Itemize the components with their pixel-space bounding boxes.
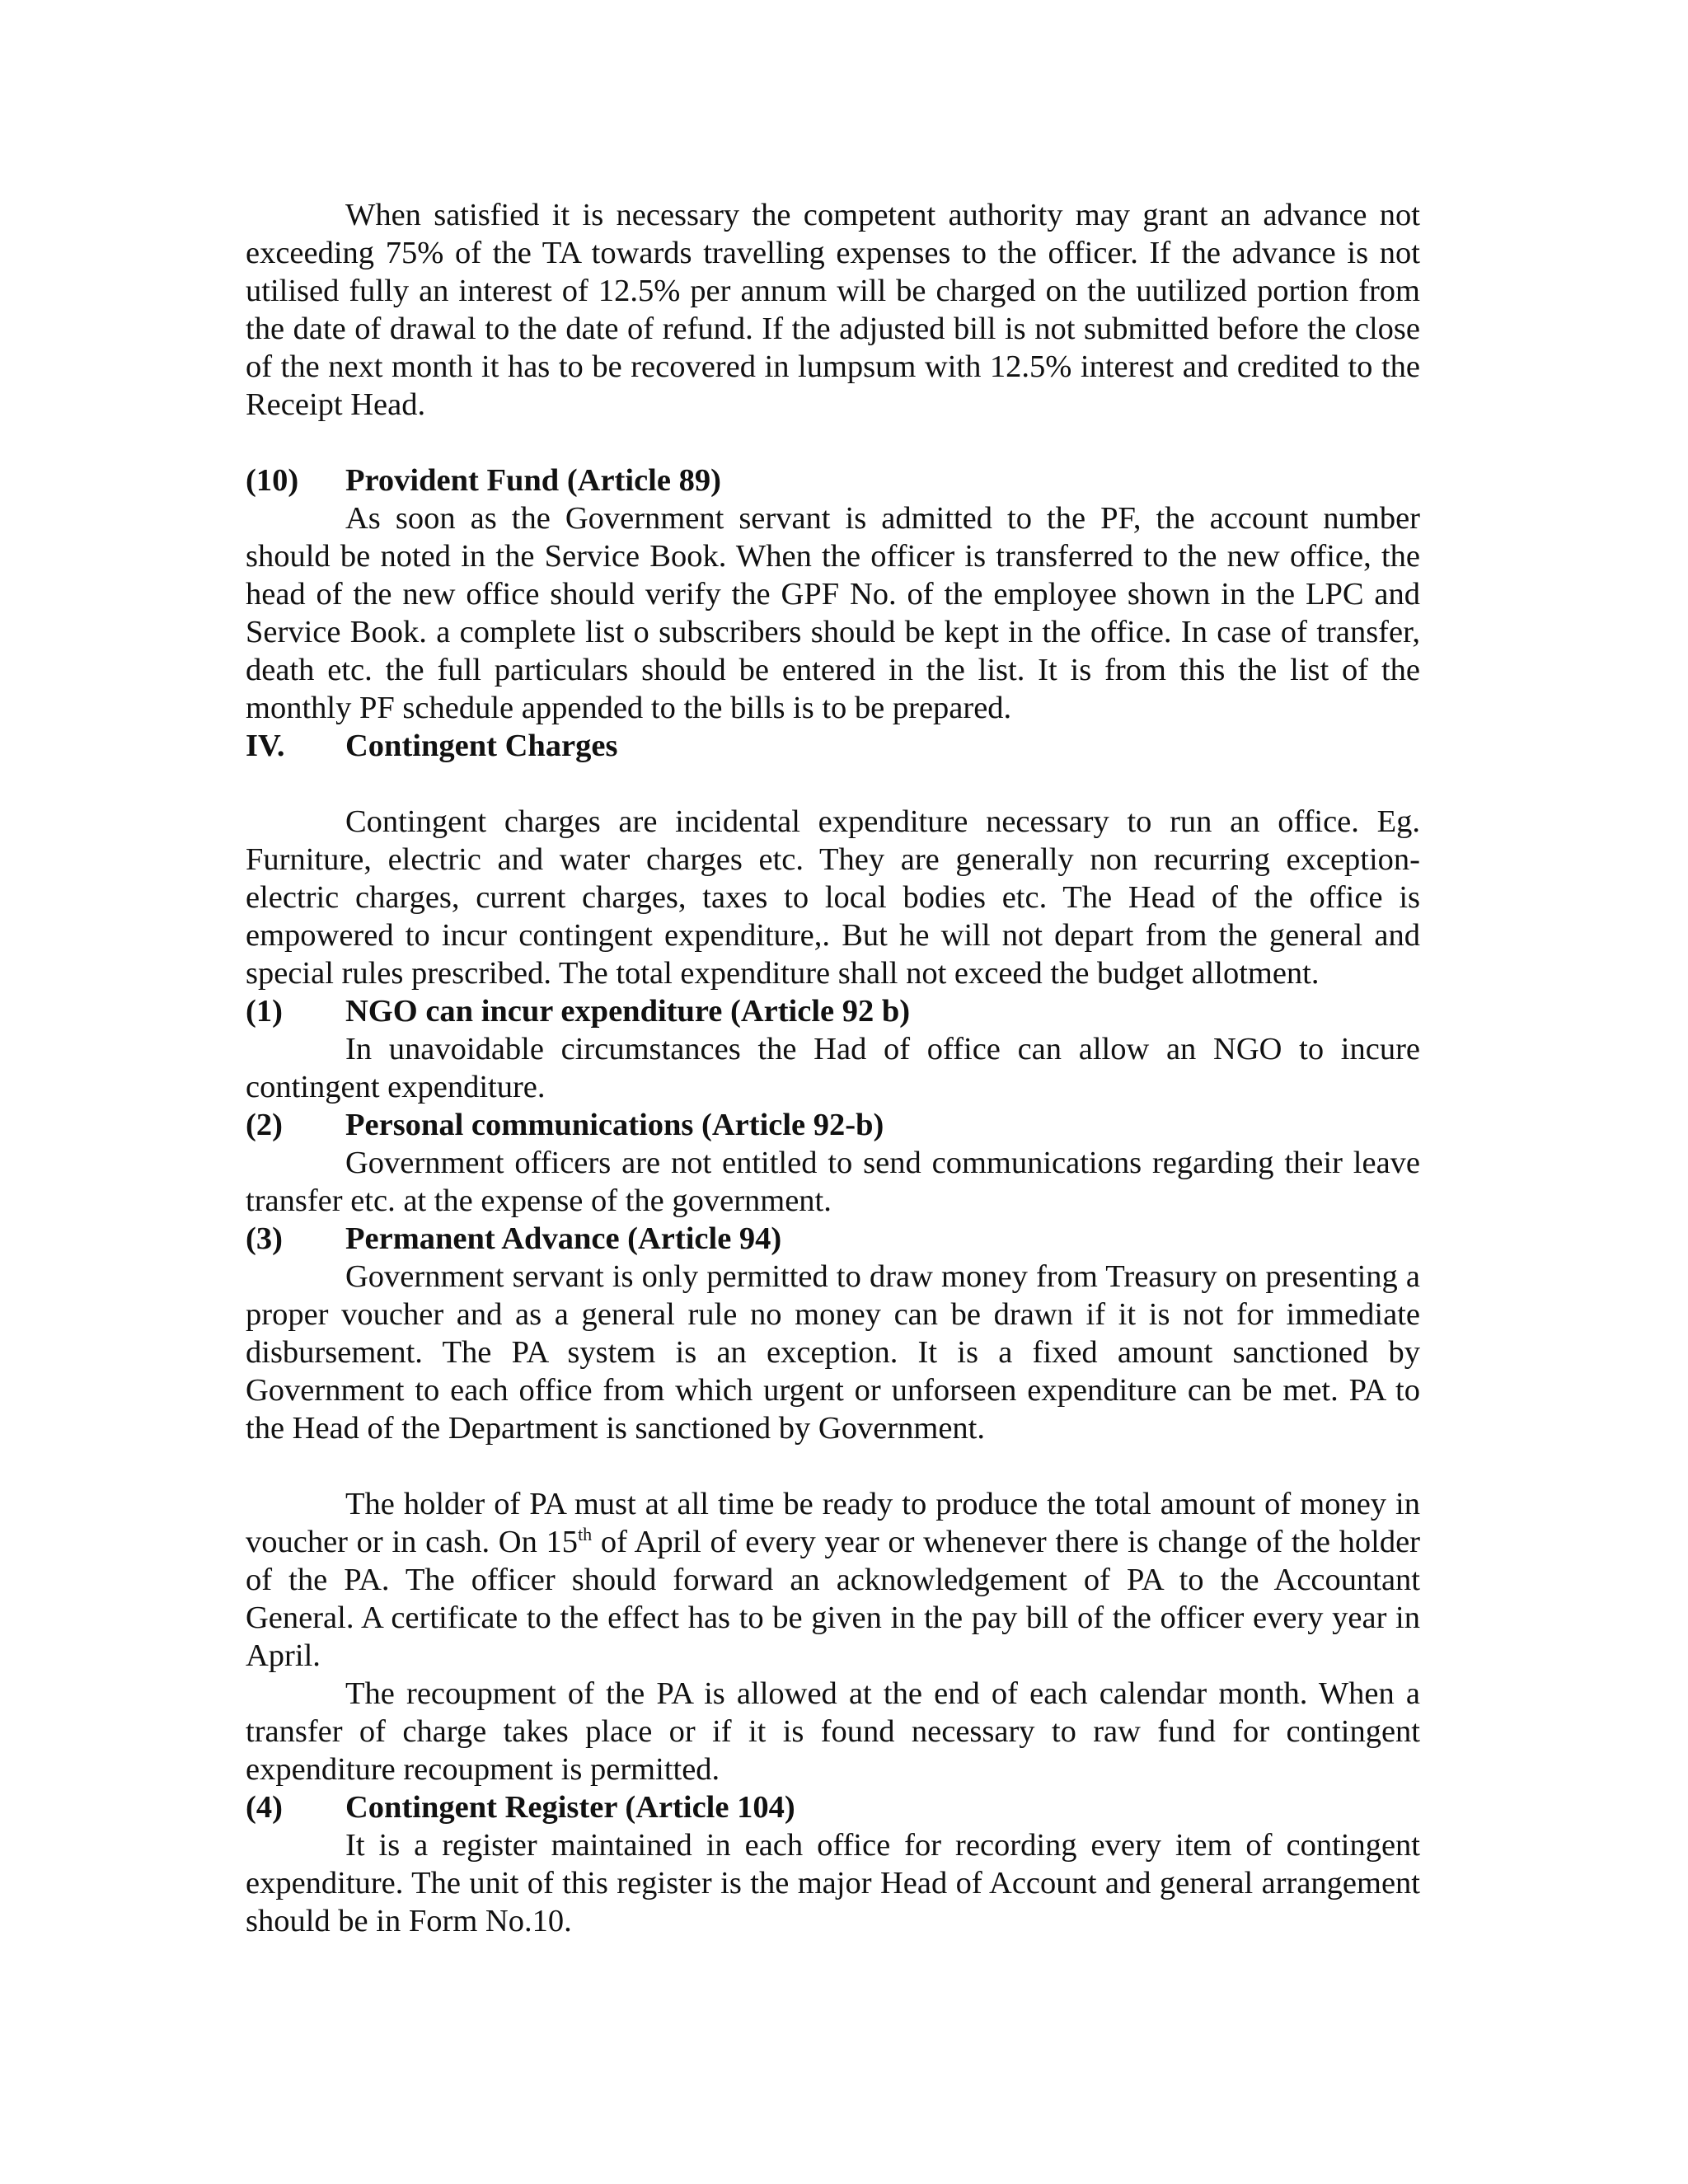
paragraph-ta-advance: When satisfied it is necessary the competent authority may grant an advance not exceeding 75% of the TA towards travelling expenses to the officer. If the advance is not utilised fully an interest of 12.5% per annum will be charged on the uutilized portion from the date of drawal to the date of refund. If the adjusted bill is not submitted before the close of the next month it has to be recovered in lumpsum with 12.5% interest and credited to the Receipt Head. — [246, 198, 1420, 422]
spacer — [246, 765, 1420, 803]
heading-contingent-charges — [246, 727, 1420, 765]
paragraph-permanent-advance: Government servant is only permitted to draw money from Treasury on presenting a proper voucher and as a general rule no money can be drawn if it is not for immediate disbursement. The PA system is an exception. It is a fixed amount sanctioned by Government to each office from which urgent or unforseen expenditure can be met. PA to the Head of the Department is sanctioned by Government. — [246, 1259, 1420, 1446]
heading-number: (3) — [246, 1221, 283, 1256]
paragraph-provident-fund: As soon as the Government servant is admitted to the PF, the account number should be noted in the Service Book. When the officer is transferred to the new office, the head of the new office should verify the GPF No. of the employee shown in the LPC and Service Book. a complete list o subscribers should be kept in the office. In case of transfer, death etc. the full particulars should be entered in the list. It is from this the list of the monthly PF schedule appended to the bills is to be prepared. — [246, 501, 1420, 725]
heading-title: Contingent Register (Article 104) — [345, 1790, 795, 1825]
paragraph-ngo-expenditure: In unavoidable circumstances the Had of office can allow an NGO to incure contingent expenditure. — [246, 1032, 1420, 1104]
heading-title: Permanent Advance (Article 94) — [345, 1221, 782, 1256]
paragraph-personal-communications: Government officers are not entitled to send communications regarding their leave transfer etc. at the expense of the government. — [246, 1146, 1420, 1218]
paragraph-contingent-register: It is a register maintained in each office for recording every item of contingent expenditure. The unit of this register is the major Head of Account and general arrangement should be in Form No.10. — [246, 1828, 1420, 1938]
heading-title: NGO can incur expenditure (Article 92 b) — [345, 994, 911, 1029]
paragraph-contingent-charges: Contingent charges are incidental expenditure necessary to run an office. Eg. Furniture, electric and water charges etc. They are generally non recurring exception-electric charges, current charges, taxes to local bodies etc. The Head of the office is empowered to incur contingent expenditure,. But he will not depart from the general and special rules prescribed. The total expenditure shall not exceed the budget allotment. — [246, 804, 1420, 991]
pa-holder-text: The holder of PA must at all time be ready to produce the total amount of money in voucher or in cash. On 15 — [246, 1487, 1420, 1559]
heading-ngo-expenditure — [246, 992, 1420, 1030]
heading-title: Provident Fund (Article 89) — [345, 463, 721, 498]
heading-permanent-advance — [246, 1220, 1420, 1258]
heading-contingent-register — [246, 1788, 1420, 1826]
heading-number: IV. — [246, 729, 285, 763]
heading-title: Contingent Charges — [345, 729, 618, 763]
spacer — [246, 424, 1420, 462]
heading-number: (1) — [246, 994, 283, 1029]
paragraph-pa-recoupment: The recoupment of the PA is allowed at the end of each calendar month. When a transfer of charge takes place or if it is found necessary to raw fund for contingent expenditure recoupment is permitted. — [246, 1676, 1420, 1787]
heading-number: (10) — [246, 463, 299, 498]
heading-provident-fund — [246, 462, 1420, 499]
heading-number: (2) — [246, 1108, 283, 1142]
heading-personal-communications — [246, 1106, 1420, 1144]
pa-holder-text-continued: of April of every year or whenever there is change of the holder of the PA. The officer should forward an acknowledgement of PA to the Accountant General. A certificate to the effect has to be given in the pay bill of the officer every year in April. — [246, 1525, 1420, 1673]
spacer — [246, 1447, 1420, 1485]
paragraph-pa-holder — [246, 1485, 1420, 1675]
ordinal-suffix: th — [578, 1524, 593, 1544]
document-body — [246, 196, 1420, 1940]
heading-title: Personal communications (Article 92-b) — [345, 1108, 884, 1142]
heading-number: (4) — [246, 1790, 283, 1825]
